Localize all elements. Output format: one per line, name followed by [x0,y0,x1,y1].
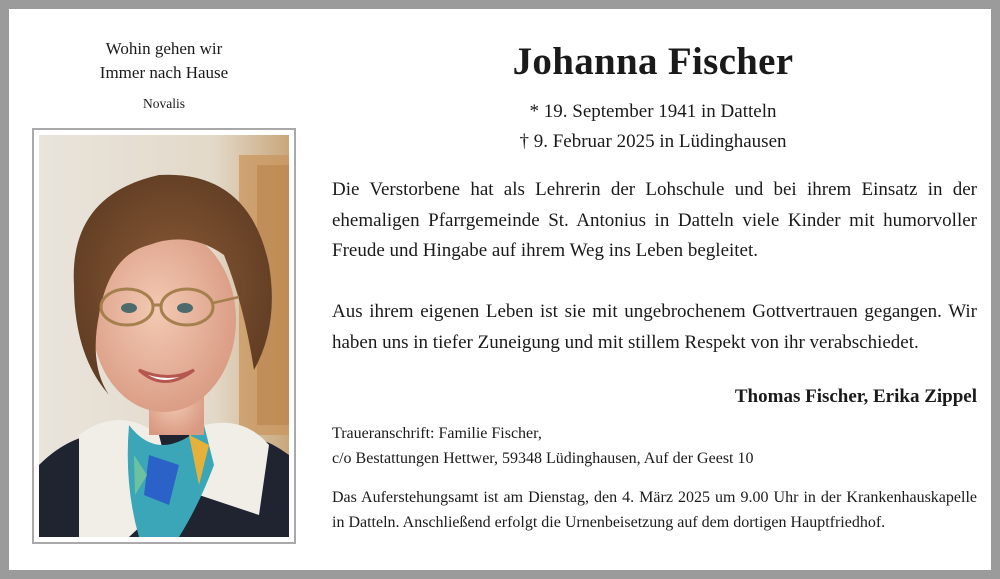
life-dates [329,97,977,157]
portrait-photo [32,128,296,544]
tribute-paragraph-1: Die Verstorbene hat als Lehrerin der Lohschule und bei ihrem Einsatz in der ehemaligen Pfarrgemeinde St. Antonius in Datteln viele Kinder mit humorvoller Freude und Hingabe auf ihrem Weg ins Leben begleitet. [332,179,977,261]
motto-author: Novalis [143,96,185,111]
death-date: † 9. Februar 2025 in Lüdinghausen [519,131,787,152]
motto-line-2: Immer nach Hause [99,63,229,82]
portrait-photo-image [39,135,289,537]
motto-line-1: Wohin gehen wir [105,39,223,58]
funeral-service-info: Das Auferstehungsamt ist am Dienstag, den 4. März 2025 um 9.00 Uhr in der Krankenhauskapelle in Datteln. Anschließend erfolgt die Urnenbeisetzung auf dem dortigen Hauptfriedhof. [332,489,977,531]
condolence-address [332,421,977,471]
address-line-1: Traueranschrift: Familie Fischer, [332,425,542,442]
address-line-2: c/o Bestattungen Hettwer, 59348 Lüdinghausen, Auf der Geest 10 [332,450,754,467]
mourners-signature: Thomas Fischer, Erika Zippel [734,386,977,407]
tribute-paragraph-2: Aus ihrem eigenen Leben ist sie mit ungebrochenem Gottvertrauen gegangen. Wir haben uns in tiefer Zuneigung und mit stillem Respekt von ihr verabschiedet. [332,301,977,353]
motto-quote [33,37,295,85]
birth-date: * 19. September 1941 in Datteln [529,101,777,122]
deceased-name: Johanna Fischer [512,40,794,83]
